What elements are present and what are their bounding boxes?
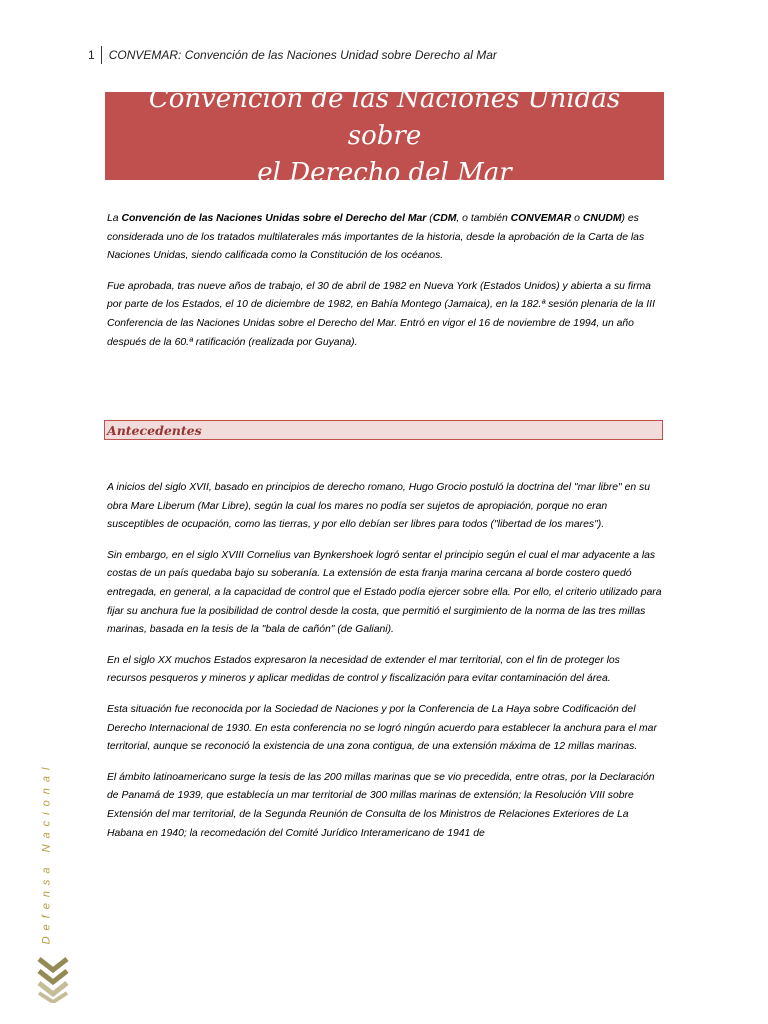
side-label xyxy=(37,761,55,944)
intro-text: ) es considerada uno de los tratados multilaterales más importantes de la historia, desde la aprobación de la Carta de las Naciones Unidas, siendo calificada como la Constitución de los océanos. xyxy=(107,213,645,262)
intro-paragraph-1 xyxy=(107,210,662,266)
section-body xyxy=(107,479,662,843)
body-paragraph: A inicios del siglo XVII, basado en principios de derecho romano, Hugo Grocio postuló la doctrina del "mar libre" en su obra Mare Liberum (Mar Libre), según la cual los mares no podía ser sujetos de apropiación, porque no eran susceptibles de ocupación, como las tierras, y por ello debían ser libres para todos ("libertad de los mares"). xyxy=(107,482,650,531)
intro-section xyxy=(107,210,662,352)
body-paragraph: Sin embargo, en el siglo XVIII Cornelius van Bynkershoek logró sentar el principio según el cual el mar adyacente a las costas de un país quedaba bajo su soberanía. La extensión de esta franja marina cercana al borde costero quedó entregada, en general, a la capacidad de control que el Estado podía ejercer sobre ella. Por ello, el criterio utilizado para fijar su anchura fue la posibilidad de control desde la costa, que permitió el surgimiento de la norma de las tres millas marinas, basada en la tesis de la "bala de cañón" (de Galiani). xyxy=(107,549,662,636)
document-title xyxy=(115,81,655,192)
chevron-down-icon xyxy=(36,955,70,1003)
running-title: CONVEMAR: Convención de las Naciones Unidad sobre Derecho al Mar xyxy=(108,48,497,62)
intro-text: La xyxy=(107,213,122,224)
body-paragraph: Esta situación fue reconocida por la Sociedad de Naciones y por la Conferencia de La Haya sobre Codificación del Derecho Internacional de 1930. En esta conferencia no se logró ningún acuerdo para establecer la anchura para el mar territorial, aunque se reconoció la existencia de una zona contigua, de una extensión máxima de 12 millas marinas. xyxy=(107,703,657,753)
document-title-banner xyxy=(105,83,664,188)
section-heading-bar xyxy=(104,420,663,440)
title-line-2: el Derecho del Mar xyxy=(257,157,512,188)
body-paragraph: En el siglo XX muchos Estados expresaron la necesidad de extender el mar territorial, con el fin de proteger los recursos pesqueros y mineros y aplicar medidas de control y fiscalización para evitar contaminación del área. xyxy=(107,654,620,685)
acronym-cdm: CDM xyxy=(432,213,457,224)
running-header xyxy=(88,44,497,66)
convention-name: Convención de las Naciones Unidas sobre el Derecho del Mar xyxy=(121,213,427,224)
side-label-text: Defensa Nacional xyxy=(40,761,52,944)
intro-paragraph-2: Fue aprobada, tras nueve años de trabajo, el 30 de abril de 1982 en Nueva York (Estados Unidos) y abierta a su firma por parte de los Estados, el 10 de diciembre de 1982, en Bahía Montego (Jamaica), en la 182.ª sesión plenaria de la III Conferencia de las Naciones Unidas sobre el Derecho del Mar. Entró en vigor el 16 de noviembre de 1994, un año después de la 60.ª ratificación (realizada por Guyana). xyxy=(107,280,655,348)
title-line-1: Convención de las Naciones Unidas sobre xyxy=(148,83,621,151)
intro-text: o xyxy=(571,213,583,224)
body-paragraph: El ámbito latinoamericano surge la tesis de las 200 millas marinas que se vio precedida, entre otras, por la Declaración de Panamá de 1939, que establecía un mar territorial de 300 millas marinas de extensión; la Resolución VIII sobre Extensión del mar territorial, de la Segunda Reunión de Consulta de los Ministros de Relaciones Exteriores de La Habana en 1940; la recomedación del Comité Jurídico Interamericano de 1941 de xyxy=(107,771,655,839)
intro-text: ( xyxy=(426,213,433,224)
section-heading: Antecedentes xyxy=(107,422,202,438)
acronym-cnudm: CNUDM xyxy=(582,213,622,224)
acronym-convemar: CONVEMAR xyxy=(510,213,572,224)
page-number: 1 xyxy=(88,46,102,64)
intro-text: , o también xyxy=(456,213,511,224)
